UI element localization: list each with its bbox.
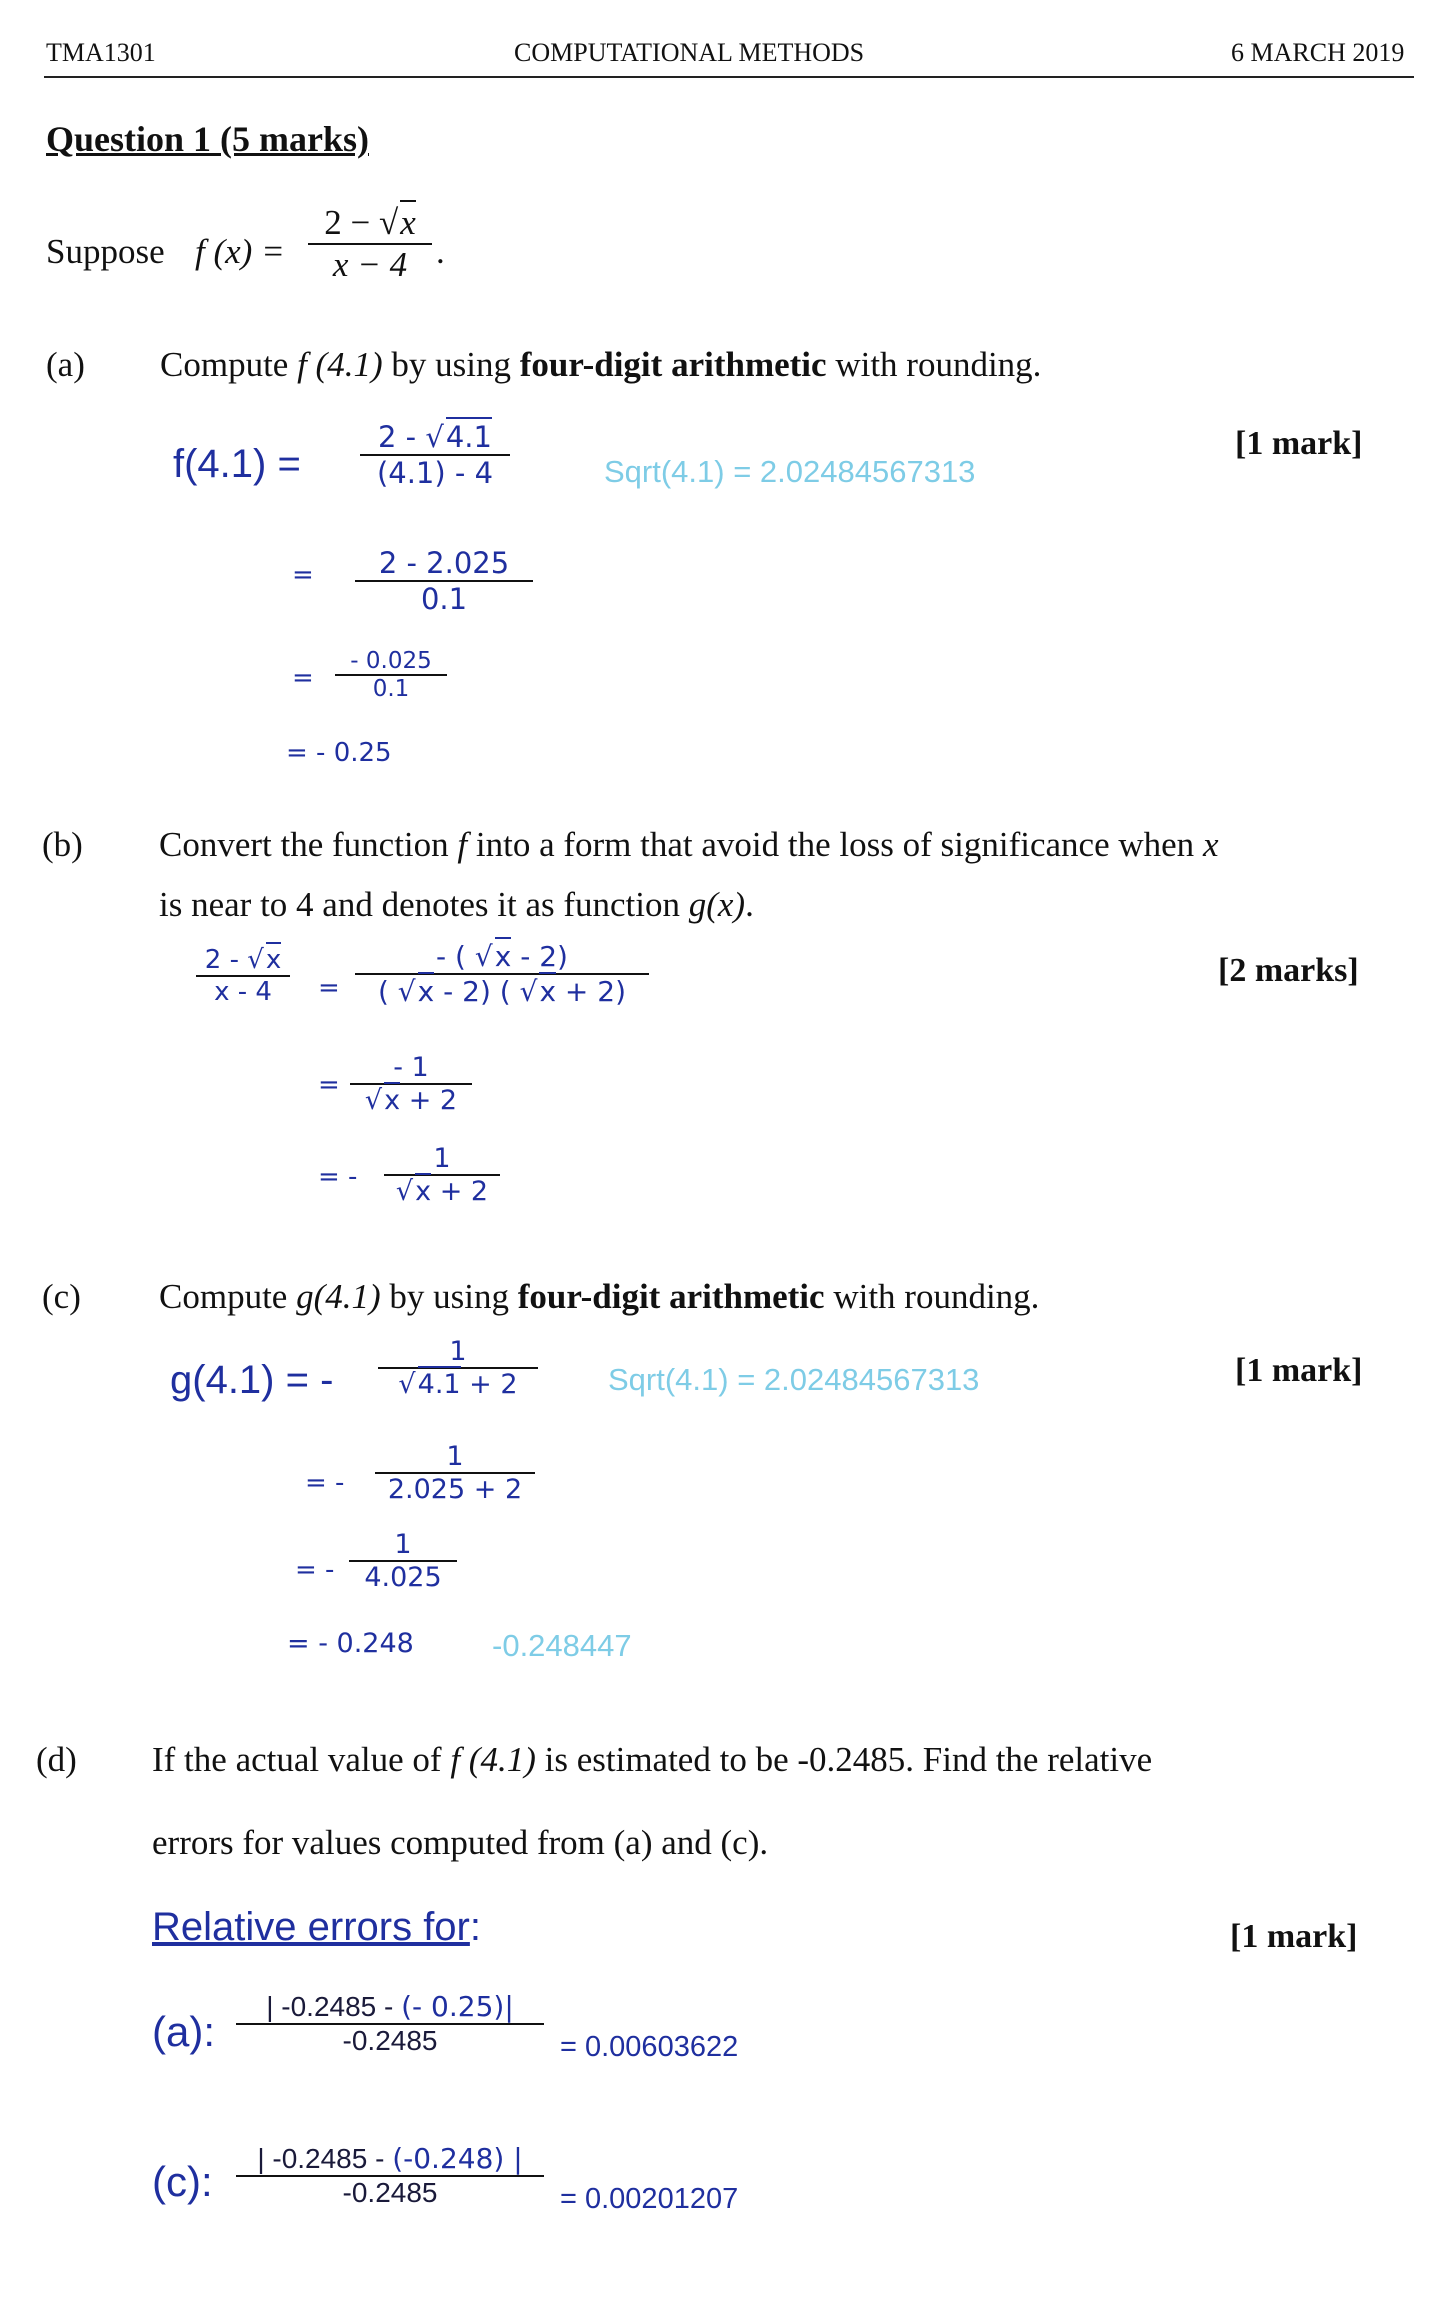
part-a-step2: 2 - 2.025 0.1: [355, 546, 533, 616]
sqrt-icon: √: [474, 940, 493, 973]
part-a-sqrt-note: Sqrt(4.1) = 2.02484567313: [604, 454, 976, 489]
sqrt-icon: √: [425, 420, 444, 454]
course-title: COMPUTATIONAL METHODS: [514, 38, 865, 67]
sqrt-icon: √: [364, 1085, 383, 1116]
part-a-step3-eq: =: [292, 663, 314, 693]
part-b-eq1: =: [318, 973, 340, 1003]
part-d-a-fraction: | -0.2485 - (- 0.25)| -0.2485: [236, 1990, 544, 2057]
part-d-line2: errors for values computed from (a) and (c).: [152, 1823, 769, 1862]
part-c-lhs: g(4.1) = -: [170, 1358, 334, 1402]
sqrt-icon: √: [397, 975, 416, 1008]
part-b-marks: [2 marks]: [1218, 952, 1359, 989]
intro-fraction: [308, 203, 432, 285]
part-d-a-label: (a):: [152, 2008, 215, 2055]
part-c-step3: 1 4.025: [349, 1529, 457, 1593]
part-b-eq2: =: [318, 1070, 340, 1100]
intro-prefix: Suppose: [46, 232, 165, 271]
intro-den: x − 4: [332, 245, 408, 284]
part-b-step3: 1 √x + 2: [384, 1143, 500, 1207]
part-c-result: = - 0.248: [287, 1628, 414, 1659]
part-d-c-label: (c):: [152, 2158, 213, 2205]
exam-date: 6 MARCH 2019: [1231, 38, 1405, 67]
part-d-c-fraction: | -0.2485 - (-0.248) | -0.2485: [236, 2142, 544, 2209]
part-a-question: Compute f (4.1) by using four-digit arithmetic with rounding.: [160, 345, 1042, 384]
course-code: TMA1301: [46, 38, 156, 67]
part-c-sqrt-note: Sqrt(4.1) = 2.02484567313: [608, 1362, 980, 1397]
part-c-eq2: = -: [305, 1468, 345, 1498]
part-a-step1: 2 - √4.1 (4.1) - 4: [360, 420, 510, 490]
part-c-question: Compute g(4.1) by using four-digit arithmetic with rounding.: [159, 1277, 1040, 1316]
part-a-marks: [1 mark]: [1235, 425, 1363, 462]
intro-num-a: 2 −: [324, 203, 379, 242]
part-b-step2: - 1 √x + 2: [350, 1052, 472, 1116]
part-a-step2-eq: =: [292, 560, 314, 590]
part-c-label: (c): [42, 1277, 81, 1316]
part-c-exact-value: -0.248447: [492, 1628, 632, 1663]
sqrt-icon: √: [247, 945, 264, 975]
part-d-a-result: = 0.00603622: [560, 2031, 739, 2063]
intro-num-b: x: [400, 200, 416, 242]
part-c-eq3: = -: [295, 1555, 335, 1585]
part-b-rhs: - ( √x - 2) ( √x - 2) ( √x + 2): [355, 940, 649, 1008]
part-c-marks: [1 mark]: [1235, 1352, 1363, 1389]
part-b-line2: is near to 4 and denotes it as function g(x).: [159, 885, 754, 924]
part-d-heading: Relative errors for:: [152, 1905, 481, 1949]
sqrt-icon: √: [519, 975, 538, 1008]
part-d-line1: If the actual value of f (4.1) is estimated to be -0.2485. Find the relative: [152, 1740, 1153, 1779]
part-a-lhs: f(4.1) =: [173, 442, 301, 486]
part-b-label: (b): [42, 825, 83, 864]
part-a-result: = - 0.25: [286, 738, 392, 768]
header-rule: [44, 76, 1414, 78]
part-d-marks: [1 mark]: [1230, 1918, 1358, 1955]
sqrt-icon: √: [378, 203, 399, 242]
part-c-step2: 1 2.025 + 2: [375, 1441, 535, 1505]
intro-fx: f (x) =: [195, 232, 285, 271]
part-c-step1: 1 √4.1 + 2: [378, 1336, 538, 1400]
intro-period: .: [436, 232, 445, 271]
part-d-c-result: = 0.00201207: [560, 2183, 739, 2215]
question-title: Question 1 (5 marks): [46, 119, 369, 159]
part-b-line1: Convert the function f into a form that avoid the loss of significance when x: [159, 825, 1219, 864]
part-a-step3: - 0.025 0.1: [335, 648, 447, 702]
part-b-eq3: = -: [318, 1162, 358, 1192]
part-d-label: (d): [36, 1740, 77, 1779]
sqrt-icon: √: [398, 1369, 416, 1400]
sqrt-icon: √: [395, 1176, 414, 1207]
part-b-lhs: 2 - √x x - 4: [196, 945, 290, 1007]
part-a-label: (a): [46, 345, 85, 384]
